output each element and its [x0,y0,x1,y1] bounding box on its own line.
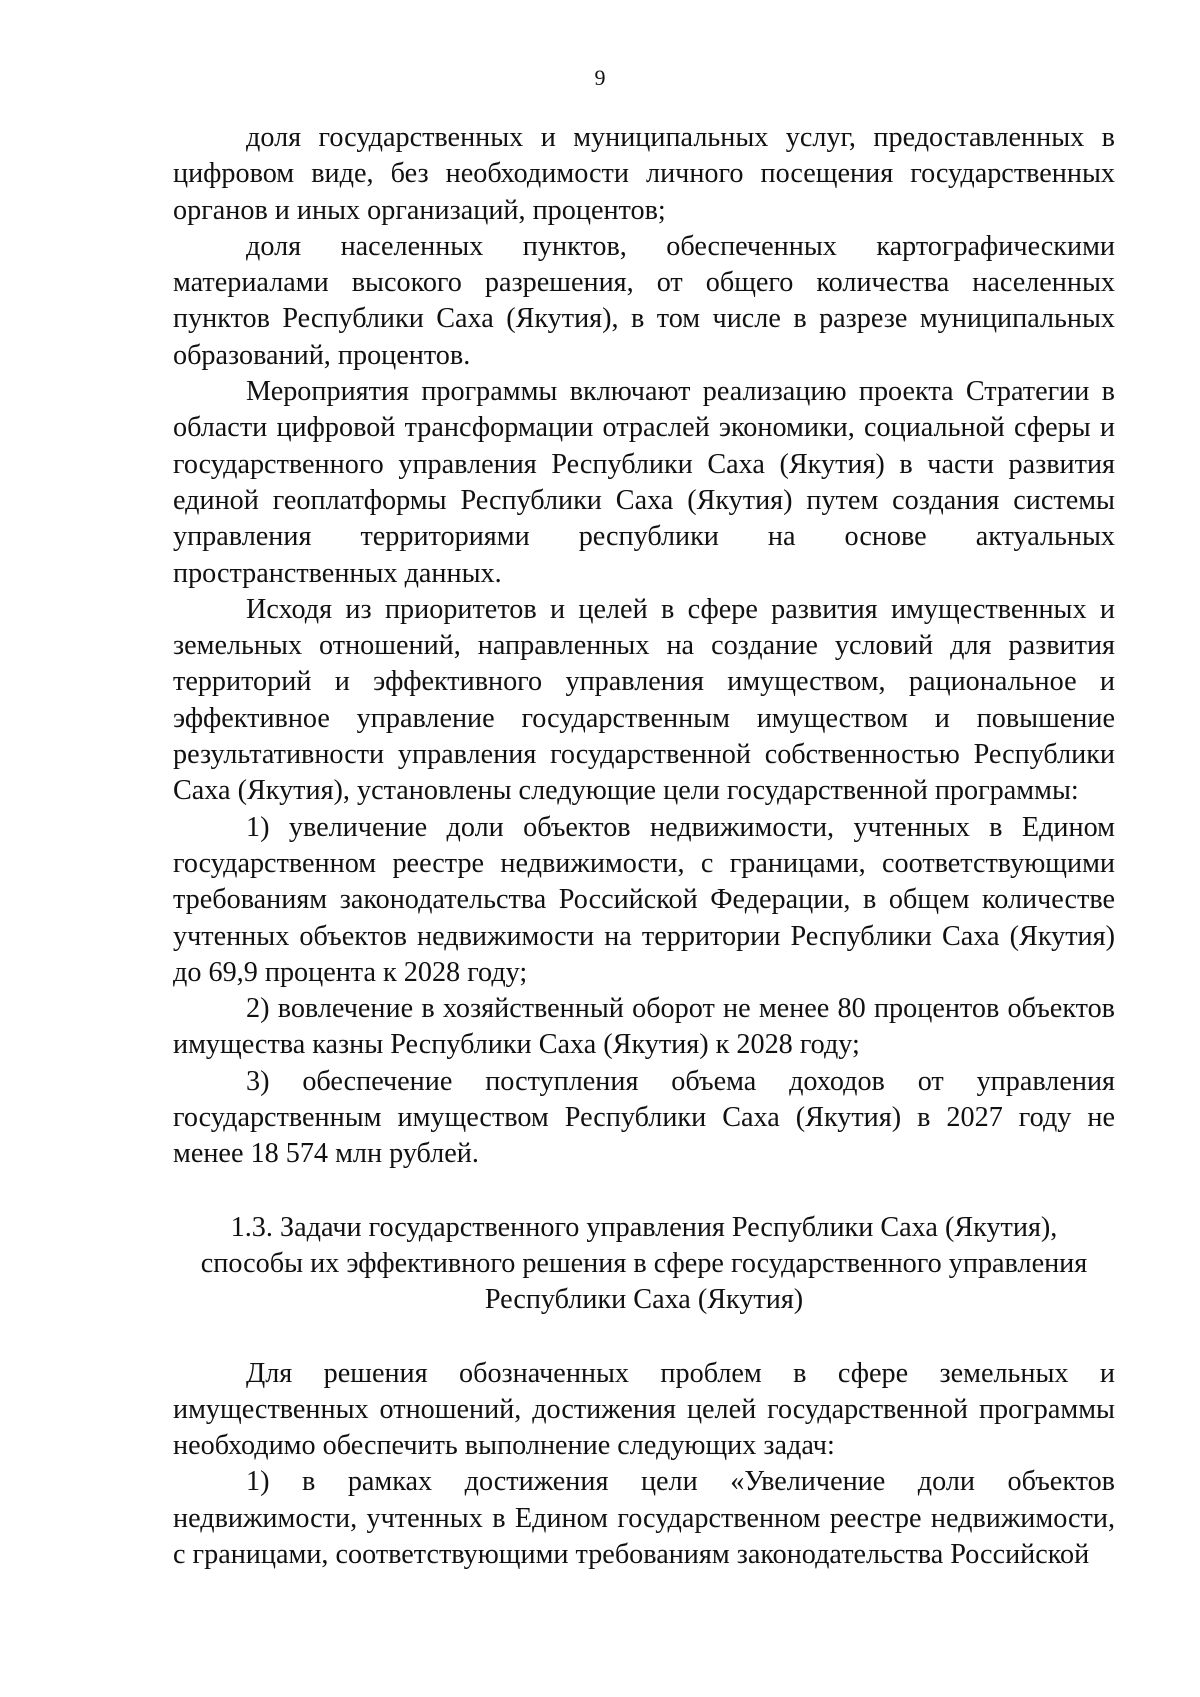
paragraph-program-goals-intro: Исходя из приоритетов и целей в сфере развития имущественных и земельных отношений, направленных на создание условий для развития территорий и эффективного управления имуществом, рациональное и эффективное управление государственным имуществом и повышение результативности управления государственной собственностью Республики Саха (Якутия), установлены следующие цели государственной программы: [173,593,1115,807]
section-heading [173,1210,1115,1319]
document-body [173,120,1115,1573]
section-heading-line-2: способы их эффективного решения в сфере государственного управления [200,1247,1088,1279]
paragraph-tasks-intro: Для решения обозначенных проблем в сфере земельных и имущественных отношений, достижения целей государственной программы необходимо обеспечить выполнение следующих задач: [173,1357,1115,1462]
paragraph-indicator-digital-services: доля государственных и муниципальных услуг, предоставленных в цифровом виде, без необходимости личного посещения государственных органов и иных организаций, процентов; [173,122,1115,226]
paragraph-program-activities: Мероприятия программы включают реализацию проекта Стратегии в области цифровой трансформации отраслей экономики, социальной сферы и государственного управления Республики Саха (Якутия) в части развития единой геоплатформы Республики Саха (Якутия) путем создания системы управления территориями республики на основе актуальных пространственных данных. [173,376,1115,589]
section-heading-line-3: Республики Саха (Якутия) [484,1284,804,1316]
spacer [173,1173,1115,1210]
list-item-goal-2: 2) вовлечение в хозяйственный оборот не менее 80 процентов объектов имущества казны Республики Саха (Якутия) к 2028 году; [173,993,1115,1061]
list-item-goal-3: 3) обеспечение поступления объема доходов от управления государственным имуществом Республики Саха (Якутия) в 2027 году не менее 18 574 млн рублей. [173,1065,1115,1170]
list-item-task-1: 1) в рамках достижения цели «Увеличение доли объектов недвижимости, учтенных в Едином государственном реестре недвижимости, с границами, соответствующими требованиям законодательства Российской [173,1466,1115,1570]
page-number: 9 [594,65,606,90]
spacer [173,1319,1115,1356]
section-heading-line-1: 1.3. Задачи государственного управления Республики Саха (Якутия), [230,1211,1058,1243]
paragraph-indicator-cartographic-materials: доля населенных пунктов, обеспеченных картографическими материалами высокого разрешения, от общего количества населенных пунктов Республики Саха (Якутия), в том числе в разрезе муниципальных образований, процентов. [173,230,1115,371]
list-item-goal-1: 1) увеличение доли объектов недвижимости, учтенных в Едином государственном реестре недвижимости, с границами, соответствующими требованиям законодательства Российской Федерации, в общем количестве учтенных объектов недвижимости на территории Республики Саха (Якутия) до 69,9 процента к 2028 году; [173,811,1115,988]
